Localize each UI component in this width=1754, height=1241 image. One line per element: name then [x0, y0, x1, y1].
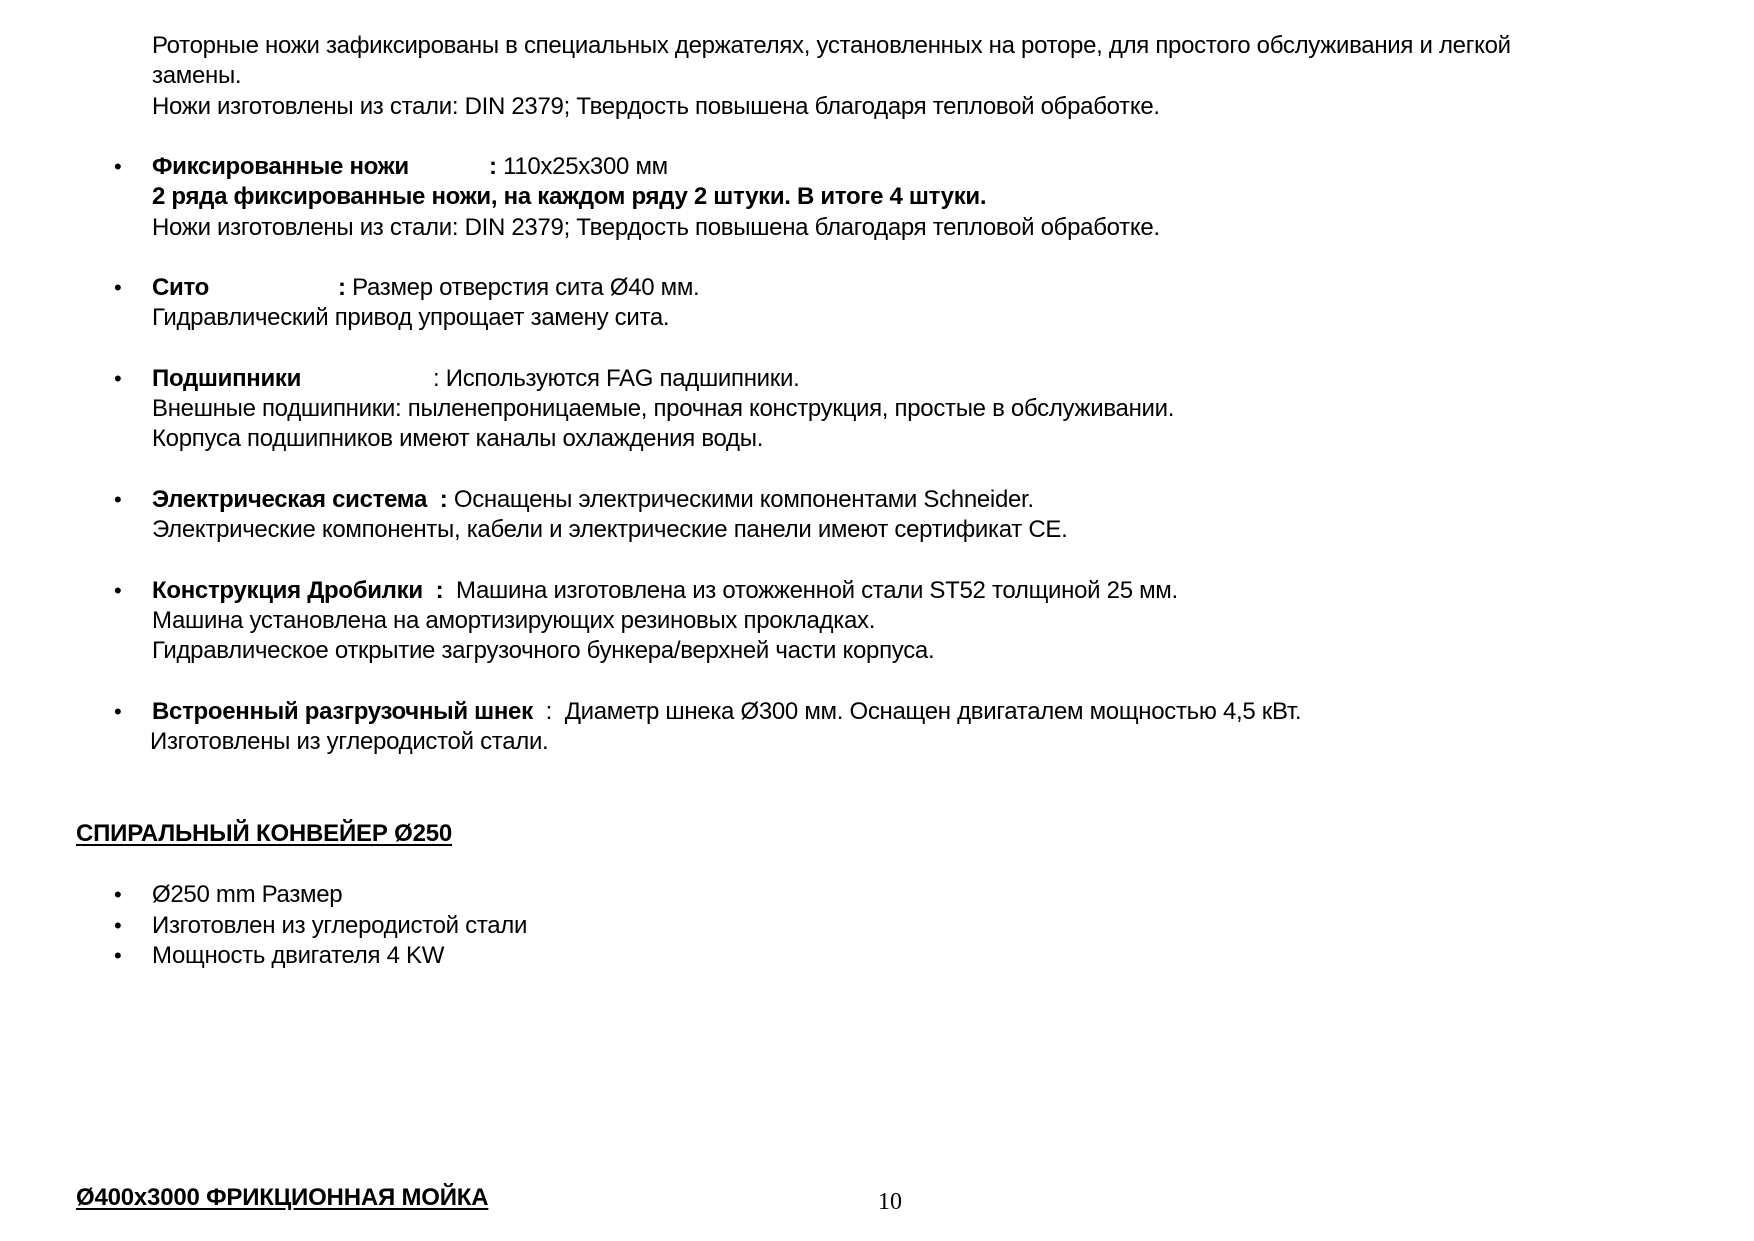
item-line: Электрические компоненты, кабели и электрические панели имеют сертификат CE.	[152, 516, 1068, 543]
bullet-icon: •	[114, 275, 122, 300]
bullet-icon: •	[114, 487, 122, 512]
intro-line: Роторные ножи зафиксированы в специальных держателях, установленных на роторе, для простого обслуживания и легкой	[152, 32, 1511, 59]
section-heading-conveyor: СПИРАЛЬНЫЙ КОНВЕЙЕР Ø250	[76, 820, 453, 847]
item-value	[433, 364, 799, 394]
bullet-icon: •	[114, 882, 122, 907]
intro-line: Ножи изготовлены из стали: DIN 2379; Твердость повышена благодаря тепловой обработке.	[152, 93, 1160, 120]
item-colon: :	[433, 365, 440, 392]
bullet-icon: •	[114, 154, 122, 179]
item-value-text: Оснащены электрическими компонентами Schneider.	[453, 486, 1034, 513]
intro-line: замены.	[152, 62, 242, 89]
item-heading-line	[152, 485, 1034, 515]
item-bold-line: 2 ряда фиксированные ножи, на каждом ряду 2 штуки. В итоге 4 штуки.	[152, 183, 987, 210]
item-label: Электрическая система	[152, 486, 427, 513]
bullet-icon: •	[114, 943, 122, 968]
item-colon: :	[435, 577, 444, 604]
list-item: Изготовлен из углеродистой стали	[152, 912, 528, 939]
item-line: Гидравлическое открытие загрузочного бункера/верхней части корпуса.	[152, 637, 935, 664]
bullet-icon: •	[114, 578, 122, 603]
item-value-text: 110x25x300 мм	[503, 153, 668, 180]
list-item: Ø250 mm Размер	[152, 881, 343, 908]
item-line: Машина установлена на амортизирующих резиновых прокладках.	[152, 607, 876, 634]
item-line: Изготовлены из углеродистой стали.	[150, 728, 549, 755]
item-heading-line	[152, 697, 1301, 727]
list-item: Мощность двигателя 4 KW	[152, 942, 445, 969]
item-line: Ножи изготовлены из стали: DIN 2379; Твердость повышена благодаря тепловой обработке.	[152, 214, 1160, 241]
item-colon: :	[489, 153, 497, 180]
item-value	[489, 152, 668, 182]
item-line: Внешные подшипники: пыленепроницаемые, прочная конструкция, простые в обслуживании.	[152, 395, 1175, 422]
item-value-text: Машина изготовлена из отожженной стали ST52 толщиной 25 мм.	[456, 577, 1178, 604]
item-label: Сито	[152, 274, 209, 301]
item-label: Фиксированные ножи	[152, 153, 409, 180]
item-colon: :	[545, 698, 552, 725]
item-line: Гидравлический привод упрощает замену сита.	[152, 304, 670, 331]
item-value	[338, 273, 699, 303]
page-number: 10	[878, 1189, 902, 1215]
item-label: Конструкция Дробилки	[152, 577, 423, 604]
item-colon: :	[439, 486, 448, 513]
item-colon: :	[338, 274, 346, 301]
section-heading-washer: Ø400x3000 ФРИКЦИОННАЯ МОЙКА	[76, 1184, 489, 1211]
bullet-icon: •	[114, 913, 122, 938]
bullet-icon: •	[114, 699, 122, 724]
item-value-text: Размер отверстия сита Ø40 мм.	[352, 274, 700, 301]
item-label: Подшипники	[152, 365, 302, 392]
item-heading-line	[152, 576, 1178, 606]
item-value-text: Используются FAG падшипники.	[445, 365, 800, 392]
bullet-icon: •	[114, 366, 122, 391]
item-label: Встроенный разгрузочный шнек	[152, 698, 533, 725]
item-line: Корпуса подшипников имеют каналы охлаждения воды.	[152, 425, 764, 452]
item-value-text: Диаметр шнека Ø300 мм. Оснащен двигаталем мощностью 4,5 кВт.	[564, 698, 1302, 725]
